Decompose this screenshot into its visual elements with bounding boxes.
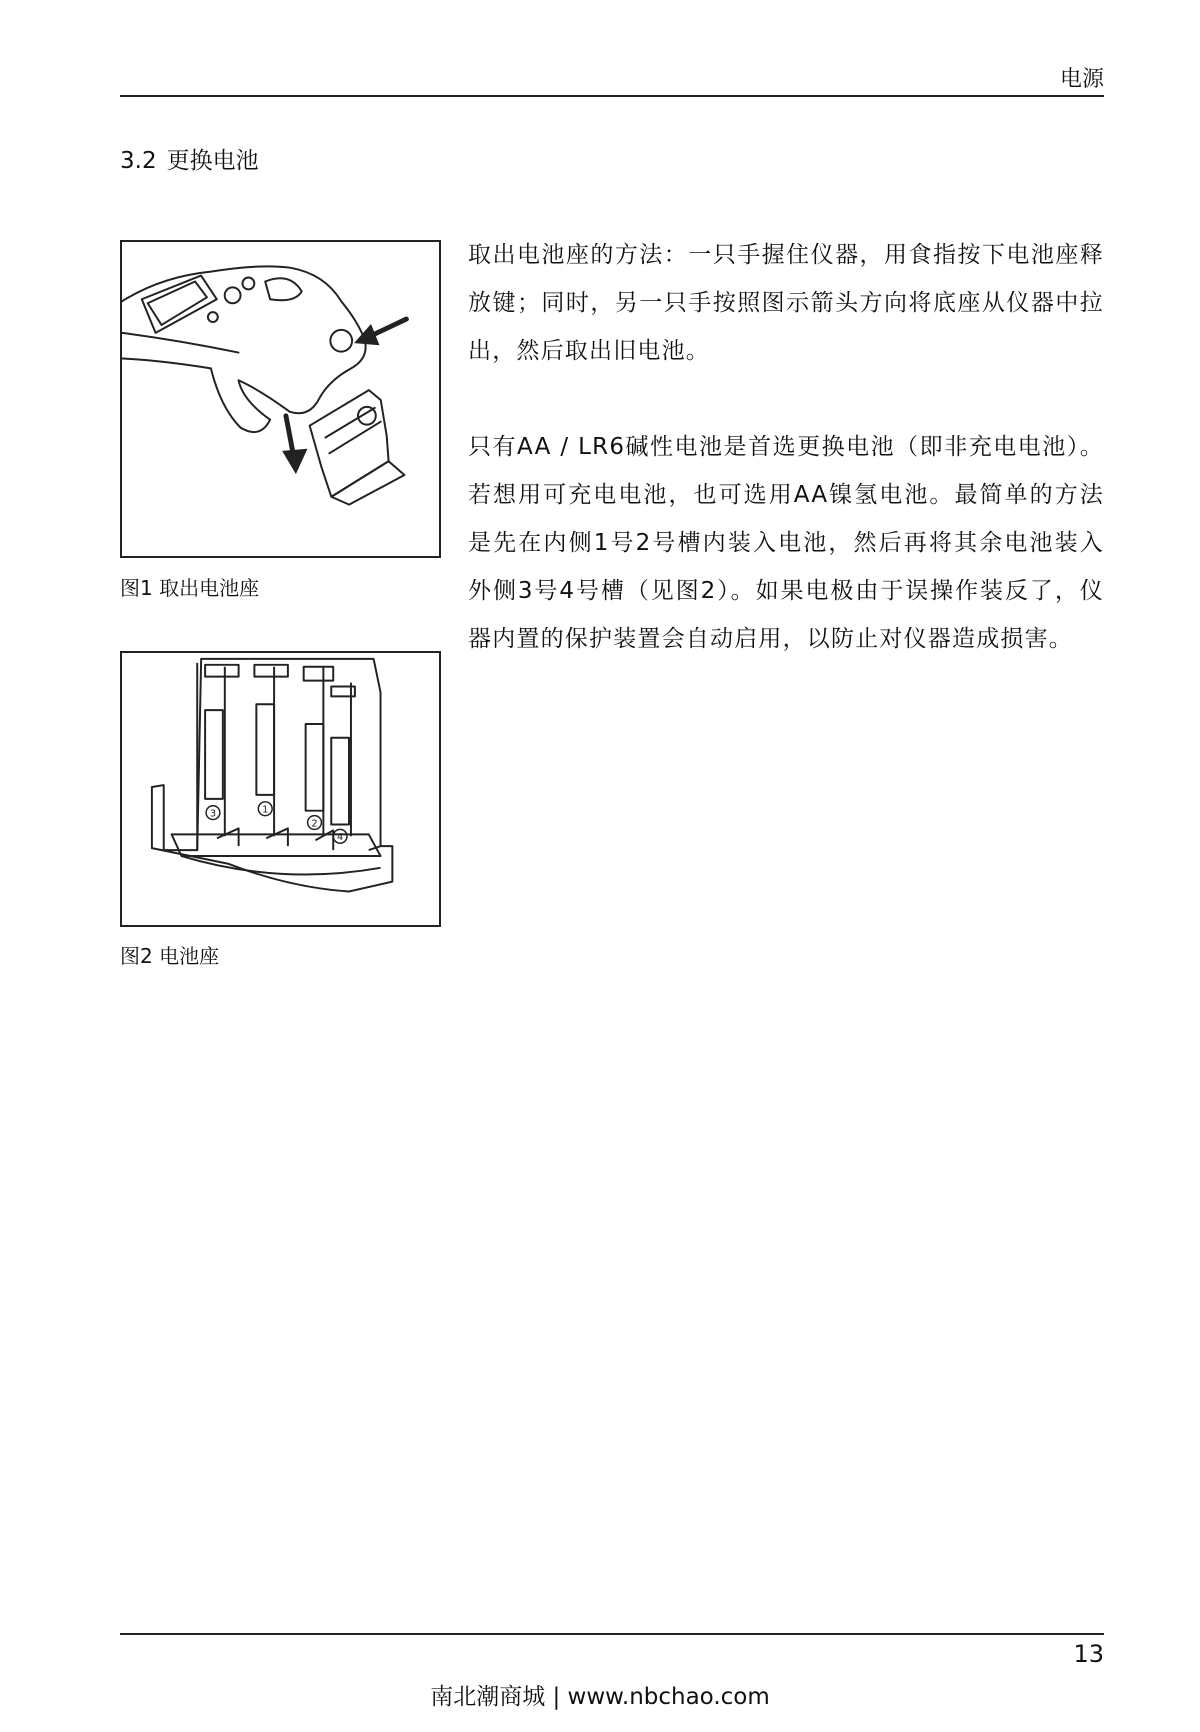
figure-1-caption: 图1 取出电池座 (120, 576, 260, 600)
battery-slot-cell (205, 710, 223, 799)
release-key (330, 330, 352, 352)
slot-number: 2 (311, 818, 318, 830)
figure-2-caption: 图2 电池座 (120, 944, 220, 968)
instrument-button (225, 287, 241, 303)
pull-arrow-head (283, 449, 307, 473)
body-paragraph-removal-instructions: 取出电池座的方法：一只手握住仪器，用食指按下电池座释放键；同时，另一只手按照图示箭头方向将底座从仪器中拉出，然后取出旧电池。 (468, 242, 1104, 364)
battery-holder-removal-illustration (122, 242, 439, 556)
slot-number: 1 (262, 804, 269, 816)
running-header-title: 电源 (1059, 67, 1104, 92)
section-title-text: 更换电池 (166, 148, 259, 174)
slot-number: 3 (209, 808, 217, 820)
body-paragraph-battery-types: 只有AA / LR6碱性电池是首选更换电池（即非充电电池）。若想用可充电电池，也可选用AA镍氢电池。最简单的方法是先在内侧1号2号槽内装入电池，然后再将其余电池装入外侧3号4号槽（见图2）。如果电极由于误操作装反了，仪器内置的保护装置会自动启用，以防止对仪器造成损害。 (468, 434, 1104, 652)
battery-holder-body (310, 390, 389, 497)
footer-watermark: 南北潮商城 | www.nbchao.com (430, 1684, 770, 1710)
battery-holder-base (331, 461, 404, 504)
holder-tray (172, 834, 381, 856)
header-rule (120, 95, 1104, 97)
section-heading (120, 142, 259, 175)
figure-1-battery-holder-removal (120, 240, 441, 558)
instrument-display (148, 281, 207, 324)
section-number: 3.2 (120, 148, 157, 174)
page-number: 13 (1073, 1640, 1104, 1668)
instrument-body (122, 266, 366, 432)
footer-rule (120, 1633, 1104, 1635)
battery-holder-illustration (122, 653, 439, 925)
figure-2-battery-holder (120, 651, 441, 927)
slot-number: 4 (336, 832, 344, 844)
